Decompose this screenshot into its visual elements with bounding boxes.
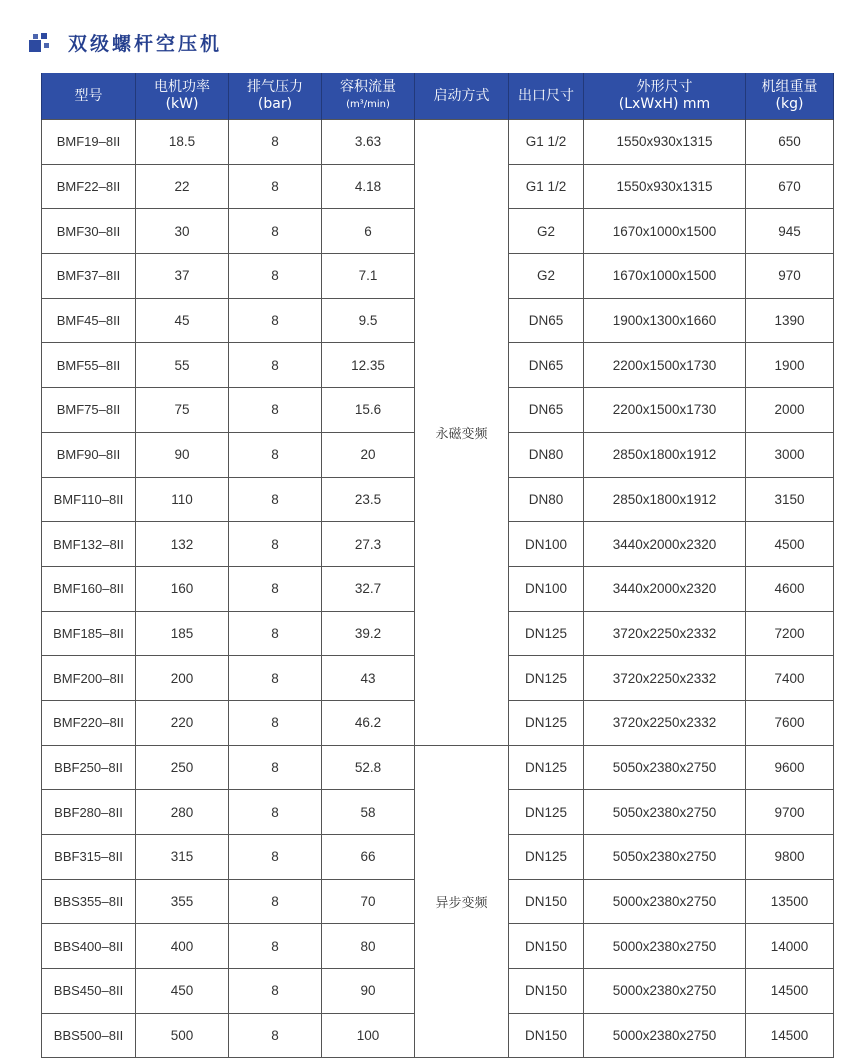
- cell-outlet: G2: [509, 209, 584, 254]
- cell-weight: 9800: [746, 835, 834, 880]
- cell-flow: 66: [322, 835, 415, 880]
- cell-start-method: 永磁变频: [415, 120, 509, 746]
- cell-weight: 14500: [746, 969, 834, 1014]
- cell-dimensions: 3720x2250x2332: [584, 611, 746, 656]
- cell-pressure: 8: [229, 969, 322, 1014]
- header-label: 电机功率: [154, 79, 210, 95]
- cell-outlet: DN80: [509, 477, 584, 522]
- cell-weight: 1900: [746, 343, 834, 388]
- cell-outlet: DN100: [509, 522, 584, 567]
- cell-pressure: 8: [229, 298, 322, 343]
- cell-outlet: DN125: [509, 611, 584, 656]
- cell-model: BBS400–8II: [42, 924, 136, 969]
- cell-model: BMF185–8II: [42, 611, 136, 656]
- cell-flow: 3.63: [322, 120, 415, 165]
- cell-weight: 3150: [746, 477, 834, 522]
- cell-weight: 14000: [746, 924, 834, 969]
- cell-flow: 80: [322, 924, 415, 969]
- cell-weight: 2000: [746, 388, 834, 433]
- cell-outlet: DN100: [509, 566, 584, 611]
- cell-power: 90: [136, 432, 229, 477]
- cell-weight: 970: [746, 254, 834, 299]
- table-row: [42, 745, 834, 790]
- cell-model: BMF110–8II: [42, 477, 136, 522]
- cell-pressure: 8: [229, 1013, 322, 1058]
- cell-outlet: DN125: [509, 790, 584, 835]
- cell-dimensions: 5000x2380x2750: [584, 879, 746, 924]
- cell-power: 185: [136, 611, 229, 656]
- cell-model: BMF90–8II: [42, 432, 136, 477]
- cell-dimensions: 5000x2380x2750: [584, 924, 746, 969]
- cell-flow: 15.6: [322, 388, 415, 433]
- header-label: 机组重量: [761, 79, 818, 95]
- cell-model: BMF19–8II: [42, 120, 136, 165]
- cell-power: 315: [136, 835, 229, 880]
- cell-flow: 100: [322, 1013, 415, 1058]
- cell-weight: 4500: [746, 522, 834, 567]
- cell-pressure: 8: [229, 790, 322, 835]
- cell-dimensions: 1670x1000x1500: [584, 254, 746, 299]
- cell-weight: 650: [746, 120, 834, 165]
- header-unit: (kW): [165, 96, 199, 112]
- cell-power: 500: [136, 1013, 229, 1058]
- header-unit: (kg): [775, 96, 804, 112]
- cell-power: 132: [136, 522, 229, 567]
- cell-dimensions: 5050x2380x2750: [584, 835, 746, 880]
- cell-outlet: DN80: [509, 432, 584, 477]
- cell-dimensions: 2200x1500x1730: [584, 388, 746, 433]
- cell-weight: 7400: [746, 656, 834, 701]
- cell-power: 355: [136, 879, 229, 924]
- cell-pressure: 8: [229, 522, 322, 567]
- cell-dimensions: 5000x2380x2750: [584, 969, 746, 1014]
- cell-dimensions: 5050x2380x2750: [584, 790, 746, 835]
- cell-pressure: 8: [229, 477, 322, 522]
- cell-model: BBS500–8II: [42, 1013, 136, 1058]
- cell-dimensions: 3720x2250x2332: [584, 700, 746, 745]
- cell-dimensions: 5000x2380x2750: [584, 1013, 746, 1058]
- cell-model: BMF160–8II: [42, 566, 136, 611]
- cell-weight: 13500: [746, 879, 834, 924]
- cell-power: 37: [136, 254, 229, 299]
- header-label: 外形尺寸: [636, 79, 693, 95]
- cell-weight: 945: [746, 209, 834, 254]
- header-label: 启动方式: [433, 87, 490, 104]
- cell-model: BMF200–8II: [42, 656, 136, 701]
- blue-squares-icon: [29, 31, 51, 53]
- cell-pressure: 8: [229, 745, 322, 790]
- cell-flow: 39.2: [322, 611, 415, 656]
- cell-pressure: 8: [229, 879, 322, 924]
- cell-model: BMF45–8II: [42, 298, 136, 343]
- cell-pressure: 8: [229, 164, 322, 209]
- cell-pressure: 8: [229, 656, 322, 701]
- cell-weight: 4600: [746, 566, 834, 611]
- cell-outlet: DN150: [509, 1013, 584, 1058]
- page-title: 双级螺杆空压机: [68, 32, 223, 55]
- header-power: [136, 73, 229, 120]
- cell-power: 110: [136, 477, 229, 522]
- header-label: 排气压力: [247, 79, 303, 95]
- cell-flow: 52.8: [322, 745, 415, 790]
- cell-outlet: G1 1/2: [509, 120, 584, 165]
- header-outlet: [509, 73, 584, 120]
- cell-flow: 4.18: [322, 164, 415, 209]
- cell-model: BMF22–8II: [42, 164, 136, 209]
- cell-start-method: 异步变频: [415, 745, 509, 1058]
- cell-weight: 9700: [746, 790, 834, 835]
- cell-weight: 1390: [746, 298, 834, 343]
- cell-outlet: G2: [509, 254, 584, 299]
- cell-dimensions: 1900x1300x1660: [584, 298, 746, 343]
- table-row: [42, 120, 834, 165]
- cell-weight: 3000: [746, 432, 834, 477]
- cell-power: 200: [136, 656, 229, 701]
- cell-dimensions: 1550x930x1315: [584, 164, 746, 209]
- cell-dimensions: 2850x1800x1912: [584, 432, 746, 477]
- cell-flow: 58: [322, 790, 415, 835]
- cell-dimensions: 2850x1800x1912: [584, 477, 746, 522]
- cell-weight: 7600: [746, 700, 834, 745]
- cell-pressure: 8: [229, 254, 322, 299]
- cell-dimensions: 1550x930x1315: [584, 120, 746, 165]
- cell-dimensions: 3440x2000x2320: [584, 522, 746, 567]
- cell-flow: 43: [322, 656, 415, 701]
- cell-power: 250: [136, 745, 229, 790]
- cell-pressure: 8: [229, 432, 322, 477]
- cell-pressure: 8: [229, 611, 322, 656]
- cell-pressure: 8: [229, 343, 322, 388]
- cell-flow: 90: [322, 969, 415, 1014]
- cell-outlet: DN125: [509, 656, 584, 701]
- cell-outlet: DN125: [509, 700, 584, 745]
- cell-model: BBF315–8II: [42, 835, 136, 880]
- cell-weight: 14500: [746, 1013, 834, 1058]
- cell-pressure: 8: [229, 388, 322, 433]
- cell-flow: 20: [322, 432, 415, 477]
- header-unit: (m³/min): [346, 99, 390, 110]
- cell-flow: 7.1: [322, 254, 415, 299]
- cell-power: 18.5: [136, 120, 229, 165]
- cell-power: 450: [136, 969, 229, 1014]
- cell-model: BMF75–8II: [42, 388, 136, 433]
- cell-dimensions: 2200x1500x1730: [584, 343, 746, 388]
- cell-power: 22: [136, 164, 229, 209]
- cell-model: BMF55–8II: [42, 343, 136, 388]
- spec-table: [41, 73, 834, 1058]
- cell-power: 30: [136, 209, 229, 254]
- cell-power: 75: [136, 388, 229, 433]
- table-body: [42, 120, 834, 1058]
- cell-power: 45: [136, 298, 229, 343]
- cell-pressure: 8: [229, 924, 322, 969]
- cell-outlet: DN150: [509, 924, 584, 969]
- cell-dimensions: 5050x2380x2750: [584, 745, 746, 790]
- cell-model: BBS450–8II: [42, 969, 136, 1014]
- cell-weight: 7200: [746, 611, 834, 656]
- cell-outlet: DN150: [509, 879, 584, 924]
- header-pressure: [229, 73, 322, 120]
- cell-flow: 27.3: [322, 522, 415, 567]
- cell-model: BBS355–8II: [42, 879, 136, 924]
- cell-flow: 9.5: [322, 298, 415, 343]
- cell-outlet: G1 1/2: [509, 164, 584, 209]
- header-unit: (LxWxH) mm: [618, 96, 711, 112]
- cell-outlet: DN150: [509, 969, 584, 1014]
- header-dimensions: [584, 73, 746, 120]
- cell-flow: 32.7: [322, 566, 415, 611]
- header-label: 型号: [74, 87, 103, 104]
- cell-outlet: DN65: [509, 388, 584, 433]
- header-label: 容积流量: [340, 79, 396, 95]
- header-model: [42, 73, 136, 120]
- cell-power: 280: [136, 790, 229, 835]
- cell-power: 400: [136, 924, 229, 969]
- cell-flow: 6: [322, 209, 415, 254]
- header-flow: [322, 73, 415, 120]
- cell-power: 55: [136, 343, 229, 388]
- cell-weight: 670: [746, 164, 834, 209]
- cell-flow: 46.2: [322, 700, 415, 745]
- cell-flow: 12.35: [322, 343, 415, 388]
- cell-pressure: 8: [229, 120, 322, 165]
- cell-pressure: 8: [229, 835, 322, 880]
- cell-pressure: 8: [229, 700, 322, 745]
- cell-power: 160: [136, 566, 229, 611]
- cell-pressure: 8: [229, 566, 322, 611]
- cell-flow: 23.5: [322, 477, 415, 522]
- cell-dimensions: 3440x2000x2320: [584, 566, 746, 611]
- cell-model: BBF280–8II: [42, 790, 136, 835]
- cell-power: 220: [136, 700, 229, 745]
- cell-model: BBF250–8II: [42, 745, 136, 790]
- cell-outlet: DN125: [509, 835, 584, 880]
- header-weight: [746, 73, 834, 120]
- section-title: [29, 28, 222, 56]
- cell-model: BMF30–8II: [42, 209, 136, 254]
- cell-model: BMF220–8II: [42, 700, 136, 745]
- header-start-method: [415, 73, 509, 120]
- table-header-row: [42, 73, 834, 120]
- header-unit: (bar): [257, 96, 293, 112]
- cell-dimensions: 3720x2250x2332: [584, 656, 746, 701]
- cell-pressure: 8: [229, 209, 322, 254]
- cell-outlet: DN65: [509, 343, 584, 388]
- cell-model: BMF37–8II: [42, 254, 136, 299]
- cell-model: BMF132–8II: [42, 522, 136, 567]
- cell-dimensions: 1670x1000x1500: [584, 209, 746, 254]
- header-label: 出口尺寸: [518, 87, 574, 104]
- cell-outlet: DN125: [509, 745, 584, 790]
- cell-flow: 70: [322, 879, 415, 924]
- cell-weight: 9600: [746, 745, 834, 790]
- cell-outlet: DN65: [509, 298, 584, 343]
